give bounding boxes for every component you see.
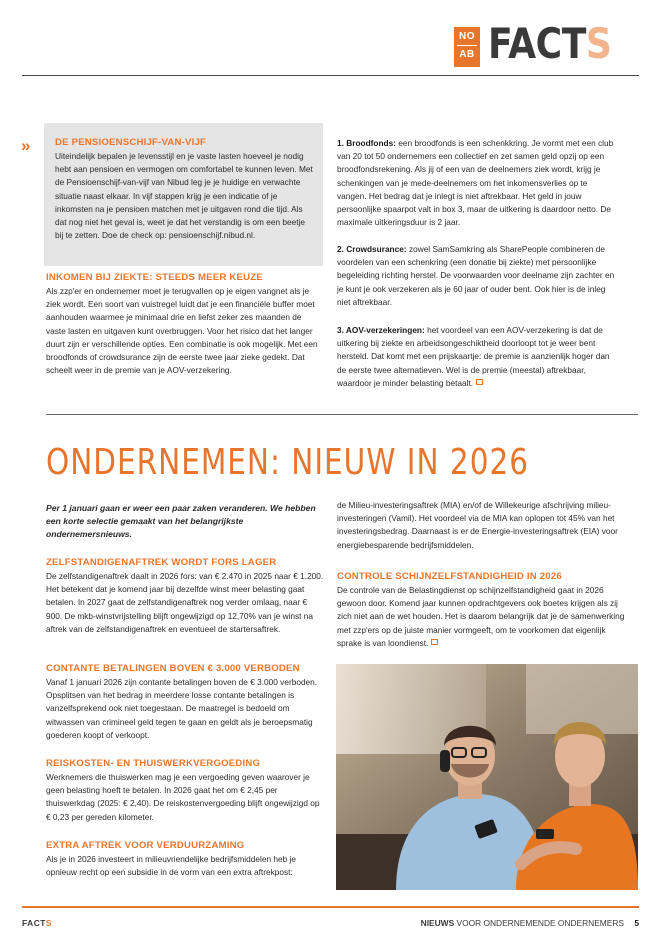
end-mark-icon — [431, 639, 438, 645]
section-title-reiskosten: REISKOSTEN- EN THUISWERKVERGOEDING — [46, 758, 261, 769]
section-text-zelfstandigenaftrek: De zelfstandigenaftrek daalt in 2026 fors: van € 2.470 in 2025 naar € 1.200. Het betekent dat je komend jaar bij dezelfde winst meer belasting gaat betalen. In 2027 gaat de zelfstandigenaftrek nog verder omlaag, naar € 900. De mkb-winstvrijstelling blijft ongewijzigd op 12,70% van je winst na aftrek van de zelfstandigenaftrek en eventueel de startersaftrek. — [46, 571, 324, 634]
logo-top-text: NO — [459, 31, 475, 42]
footer-divider — [22, 906, 639, 908]
section-title-contant: CONTANTE BETALINGEN BOVEN € 3.000 VERBODEN — [46, 663, 300, 674]
logo-bottom-text: AB — [459, 49, 475, 60]
section-title-zelfstandigenaftrek: ZELFSTANDIGENAFTREK WORDT FORS LAGER — [46, 557, 277, 568]
footer-tagline: NIEUWS VOOR ONDERNEMENDE ONDERNEMERS 5 — [420, 918, 639, 928]
section-text-verduurzaming: Als je in 2026 investeert in milieuvriendelijke bedrijfsmiddelen heb je opnieuw recht op een subsidie in de vorm van een extra aftrekpost: — [46, 854, 296, 878]
header-divider — [22, 75, 639, 76]
intro-text: Per 1 januari gaan er weer een paar zaken veranderen. We hebben een korte selectie gemaakt van het belangrijkste ondernemersnieuws. — [46, 503, 316, 539]
chevron-right-icon: » — [21, 136, 31, 155]
page-number: 5 — [634, 918, 639, 928]
main-title: ONDERNEMEN: NIEUW IN 2026 — [46, 442, 530, 483]
logo — [454, 27, 480, 67]
control-title: CONTROLE SCHIJNZELFSTANDIGHEID IN 2026 — [337, 571, 562, 582]
illness-title: INKOMEN BIJ ZIEKTE: STEEDS MEER KEUZE — [46, 272, 263, 283]
photo-two-men-working — [336, 664, 638, 890]
option-crowdsurance: 2. Crowdsurance: zowel SamSamkring als SharePeople combineren de voordelen van een schenkring (een donatie bij ziekte) met persoonlijke begeleiding richting herstel. De voorwaarden voor deelname zijn zachter en je kunt je ook verzekeren als je 60 jaar of ouder bent. Ook hier is de inleg niet aftrekbaar. — [337, 244, 615, 307]
option-aov: 3. AOV-verzekeringen: het voordeel van een AOV-verzekering is dat de uitkering bij ziekte en arbeidsongeschiktheid doorloopt tot je weer bent hersteld. Dat komt met een prijskaartje: de premie is aanzienlijk hoger dan de eerste twee alternatieven. Wel is de premie (meestal) aftrekbaar, waardoor je minder belasting betaalt. — [337, 325, 610, 388]
section-text-contant: Vanaf 1 januari 2026 zijn contante betalingen boven de € 3.000 verboden. Opsplitsen van het bedrag in meerdere losse contante betalingen is vanzelfsprekend ook niet toegestaan. De maatregel is bedoeld om witwassen van crimineel geld tegen te gaan en geldt als je beroepsmatig goederen koopt of verkoopt. — [46, 677, 318, 740]
illness-text: Als zzp'er en ondernemer moet je terugvallen op je eigen vangnet als je ziek wordt. Een soort van vuistregel luidt dat je een financiële buffer moet aanhouden waarmee je minimaal drie en liefst zeker zes maanden de vaste lasten en uitgaven kunt overbruggen. Voor het risico dat het langer duurt zijn er verschillende opties. Een combinatie is ook mogelijk. Met een broodfonds of crowdsurance zijn de eerste twee jaar zieke gedekt. Dat scheelt weer in de premie van je AOV-verzekering. — [46, 286, 318, 376]
end-mark-icon — [476, 379, 483, 385]
control-text: De controle van de Belastingdienst op schijnzelfstandigheid gaat in 2026 gewoon door. Komend jaar kunnen opdrachtgevers ook boetes krijgen als zij zich niet aan de wet houden. Het is daarom belangrijk dat je de samenwerking met zzp'ers op de juiste manier vormgeeft, om te voorkomen dat eigenlijk sprake is van loondienst. — [337, 585, 625, 648]
brand-title: FACTS — [488, 19, 612, 68]
pension-box-title: DE PENSIOENSCHIJF-VAN-VIJF — [55, 137, 207, 148]
section-title-verduurzaming: EXTRA AFTREK VOOR VERDUURZAMING — [46, 840, 245, 851]
section-text-reiskosten: Werknemers die thuiswerken mag je een vergoeding geven waarover je geen belasting hoeft te betalen. In 2026 gaat het om € 2,45 per thuiswerkdag (2025: € 2,40). De reiskostenvergoeding blijft ongewijzigd op € 0,23 per gereden kilometer. — [46, 772, 320, 822]
pension-box-text: Uiteindelijk bepalen je levensstijl en je vaste lasten hoeveel je nodig hebt aan pensioen en vermogen om comfortabel te kunnen leven. Met de Pensioenschijf-van-vijf van Nibud leg je je huidige en verwachte situatie naast elkaar. In vijf stappen krijg je een indicatie of je inkomsten na je pensioen matchen met je uitgaven rond die tijd. Als dat nog niet het geval is, weet je dat het verstandig is om een beetje bij te zetten. Doe de check op: pensioenschijf.nibud.nl. — [55, 151, 313, 241]
right-continuation-text: de Milieu-investeringsaftrek (MIA) en/of de Willekeurige afschrijving milieu-investeringen (Vamil). Het voordeel via de MIA kan oplopen tot 45% van het investeringsbedrag. Daarnaast is er de Energie-investeringsaftrek (EIA) voor energiebesparende bedrijfsmiddelen. — [337, 500, 618, 550]
option-broodfonds: 1. Broodfonds: een broodfonds is een schenkkring. Je vormt met een club van 20 tot 50 ondernemers een collectief en zet samen geld opzij op een broodfondsrekening. Als jij of een van de deelnemers ziek wordt, krijg je schenkingen van je mede-deelnemers om het inkomensverlies op te vangen. Het bedrag dat je inlegt is niet aftrekbaar. Het geld in jouw persoonlijke spaarpot valt in box 3, maar de uitkering is daardoor netto. De maximale uitkeringsduur is 2 jaar. — [337, 138, 614, 228]
section-divider — [46, 414, 638, 415]
footer-brand: FACTS — [22, 918, 52, 928]
